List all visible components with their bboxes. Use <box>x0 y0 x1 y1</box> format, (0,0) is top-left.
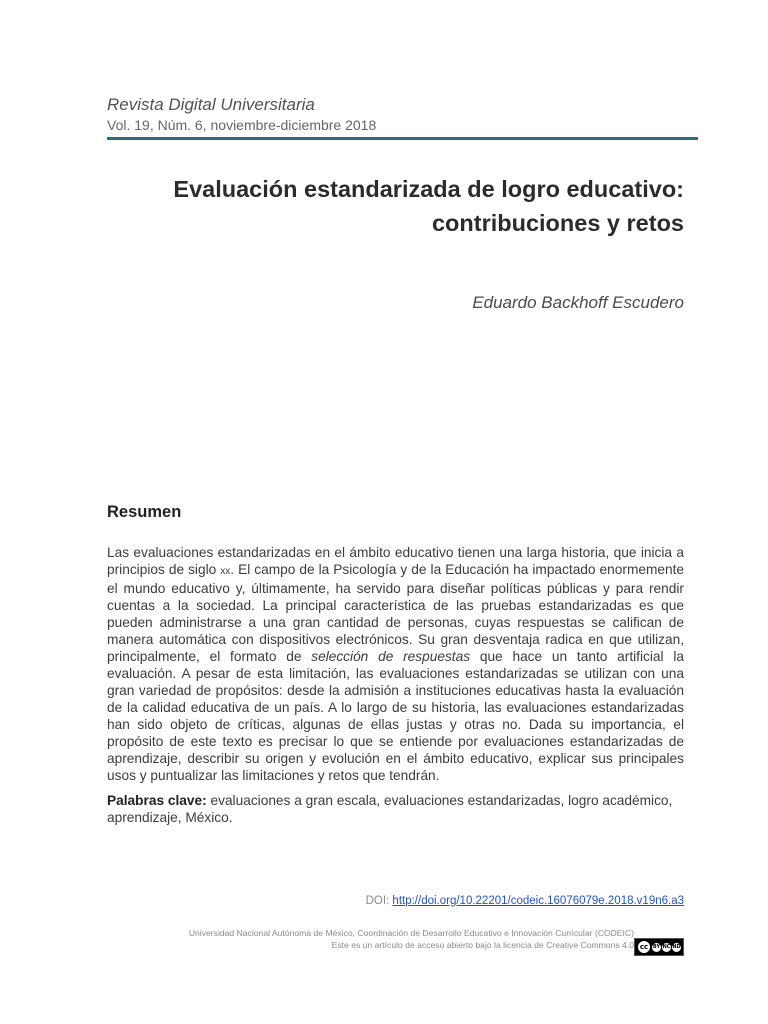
abstract-text-part1: Las evaluaciones estandarizadas en el ámbito educativo tienen una larga historia, que inicia a principios de siglo <box>107 545 684 577</box>
cc-icon: cc <box>639 943 649 951</box>
keywords-label: Palabras clave: <box>107 793 207 808</box>
keywords <box>107 792 684 826</box>
abstract-emphasis: selección de respuestas <box>311 649 471 664</box>
abstract-heading: Resumen <box>107 503 182 521</box>
footer-license: Este es un artículo de acceso abierto bajo la licencia de Creative Commons 4.0 <box>331 940 634 950</box>
cc-by-icon: BY <box>652 944 661 950</box>
doi-link[interactable]: http://doi.org/10.22201/codeic.16076079e.2018.v19n6.a3 <box>392 895 684 907</box>
journal-volume: Vol. 19, Núm. 6, noviembre-diciembre 2018 <box>107 117 377 133</box>
cc-nd-icon: ND <box>672 944 681 950</box>
footer-institution: Universidad Nacional Autónoma de México, Coordinación de Desarrollo Educativo e Innovación Curricular (CODEIC) <box>188 928 634 938</box>
journal-header <box>107 94 697 134</box>
abstract-text-part2: . El campo de la Psicología y de la Educación ha impactado enormemente el mundo educativo y, últimamente, ha servido para diseñar políticas públicas y para rendir cuentas a la sociedad. La principal característica de las pruebas estandarizadas es que pueden administrarse a una gran cantidad de personas, cuyas respuestas se califican de manera automática con dispositivos electrónicos. Su gran desventaja radica en que utilizan, principalmente, el formato de <box>107 562 684 664</box>
article-title <box>107 172 684 240</box>
article-title-line2: contribuciones y retos <box>431 210 684 236</box>
abstract-paragraph <box>107 544 684 784</box>
doi-label: DOI: <box>365 895 393 907</box>
journal-name: Revista Digital Universitaria <box>107 95 315 114</box>
abstract-century: xx <box>220 566 231 577</box>
header-divider <box>107 137 698 140</box>
article-title-line1: Evaluación estandarizada de logro educativo: <box>173 176 684 202</box>
doi-line <box>107 895 684 907</box>
article-author: Eduardo Backhoff Escudero <box>472 293 684 312</box>
cc-nc-icon: NC <box>662 944 671 950</box>
abstract-text-part3: que hace un tanto artificial la evaluación. A pesar de esta limitación, las evaluaciones estandarizadas se utilizan con una gran variedad de propósitos: desde la admisión a instituciones educativas hasta la evaluación de la calidad educativa de un país. A lo largo de su historia, las evaluaciones estandarizadas han sido objeto de críticas, algunas de ellas justas y otras no. Dada su importancia, el propósito de este texto es precisar lo que se entiende por evaluaciones estandarizadas de aprendizaje, describir su origen y evolución en el ámbito educativo, explicar sus principales usos y puntualizar las limitaciones y retos que tendrán. <box>107 649 684 783</box>
abstract-body <box>107 544 684 784</box>
creative-commons-badge[interactable] <box>634 938 684 956</box>
keywords-text: evaluaciones a gran escala, evaluaciones estandarizadas, logro académico, aprendizaje, México. <box>107 793 673 825</box>
footer <box>107 927 634 951</box>
